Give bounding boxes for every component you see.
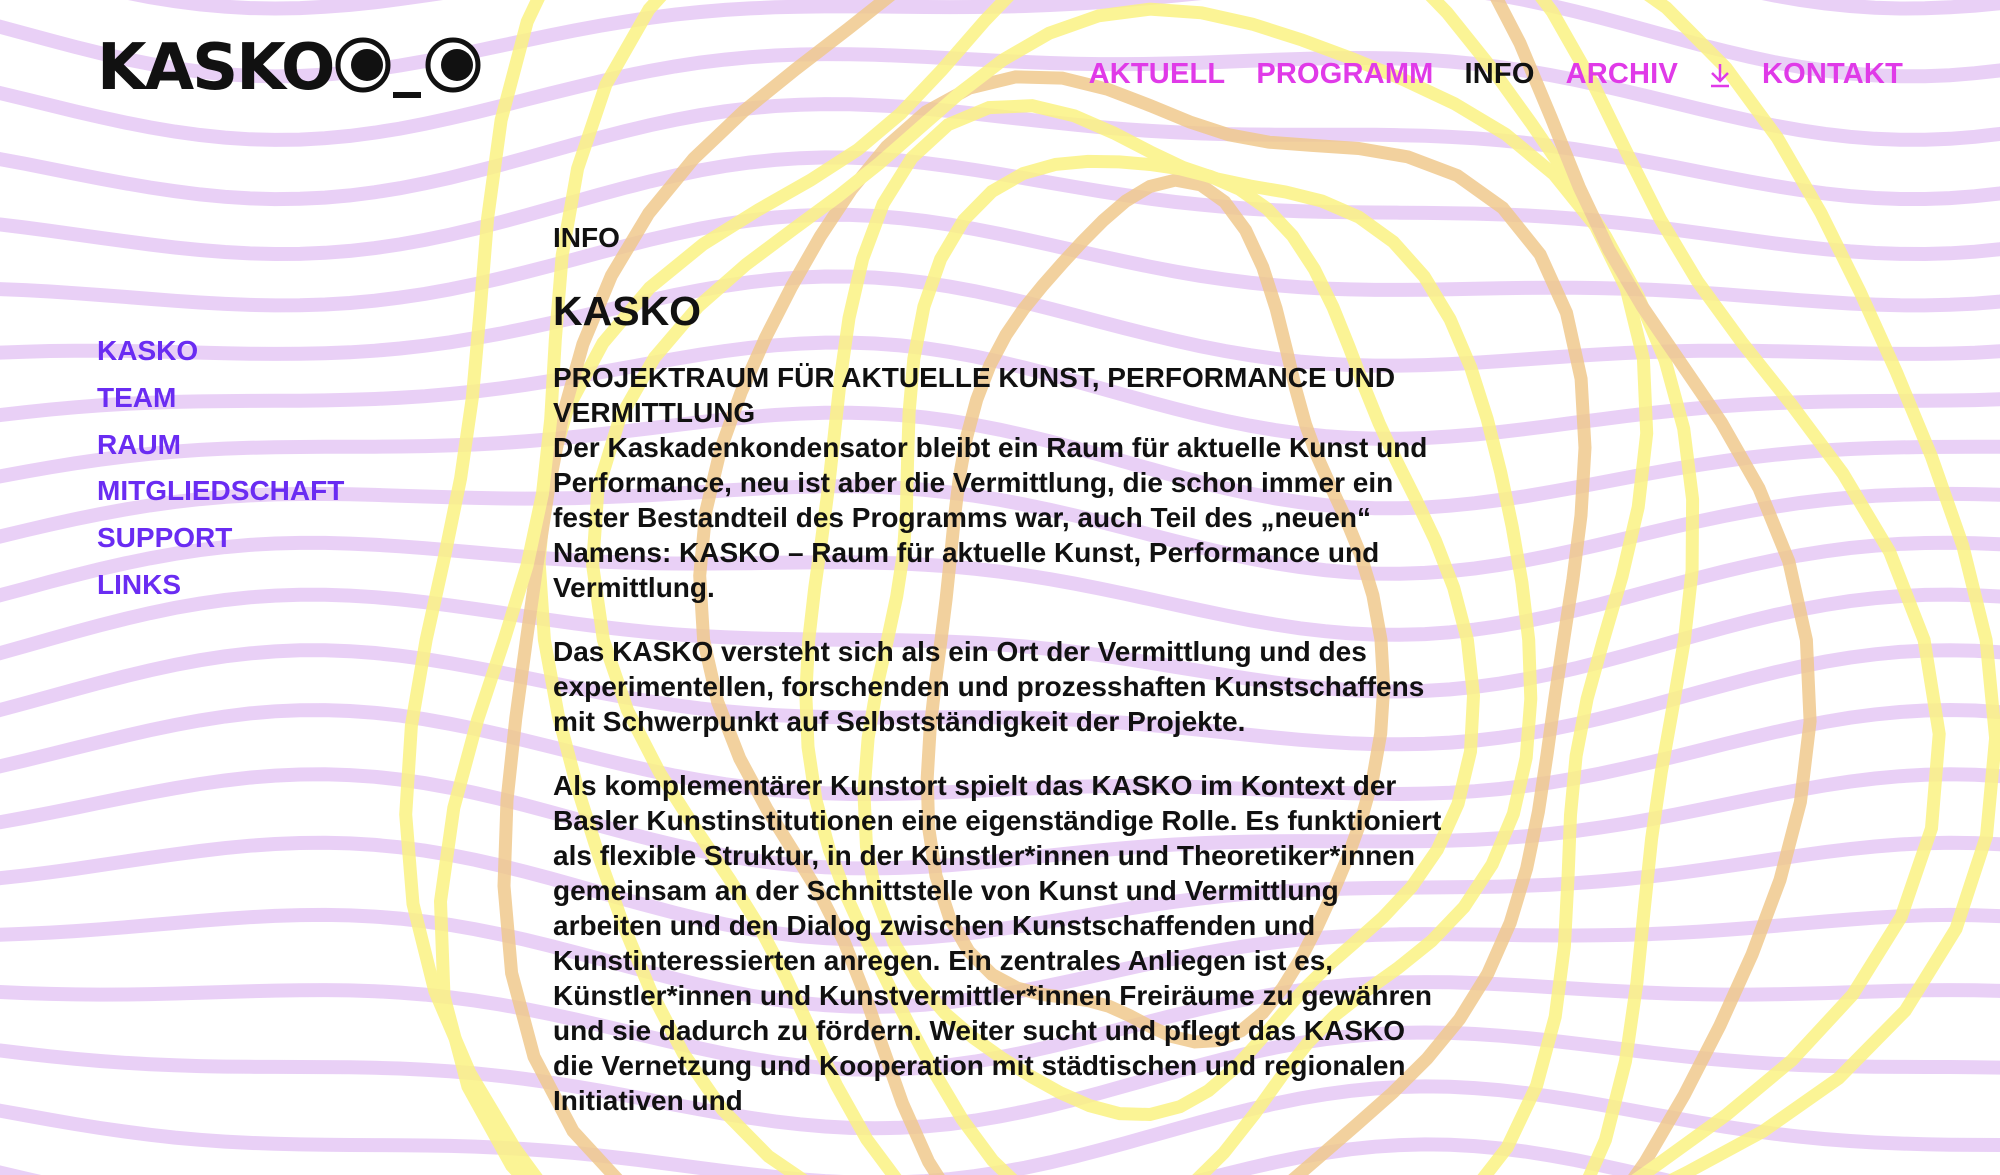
- main-content: [553, 218, 1453, 1147]
- paragraph: Der Kaskadenkondensator bleibt ein Raum für aktuelle Kunst und Performance, neu ist aber die Vermittlung, die schon immer ein fester Bestandteil des Programms war, auch Teil des „neuen“ Namens: KASKO – Raum für aktuelle Kunst, Performance und Vermittlung.: [553, 432, 1428, 603]
- logo-text: KASKO: [97, 31, 334, 105]
- eyes-logo-icon: [333, 37, 483, 99]
- nav-archiv[interactable]: ARCHIV: [1565, 58, 1678, 90]
- sidebar-item-mitgliedschaft[interactable]: MITGLIEDSCHAFT: [97, 475, 345, 507]
- site-logo[interactable]: [97, 31, 483, 105]
- sidebar-item-links[interactable]: LINKS: [97, 568, 181, 600]
- nav-kontakt[interactable]: KONTAKT: [1761, 58, 1903, 90]
- paragraph: Als komplementärer Kunstort spielt das KASKO im Kontext der Basler Kunstinstitutionen eine eigenständige Rolle. Es funktioniert als flexible Struktur, in der Künstler*innen und Theoretiker*innen gemeinsam an der Schnittstelle von Kunst und Vermittlung arbeiten und den Dialog zwischen Kunstschaffenden und Kunstinteressierten anregen. Ein zentrales Anliegen ist es, Künstler*innen und Kunstvermittler*innen Freiräume zu gewähren und sie dadurch zu fördern. Weiter sucht und pflegt das KASKO die Vernetzung und Kooperation mit städtischen und regionalen Initiativen und: [553, 770, 1442, 1116]
- section-label: INFO: [553, 222, 620, 253]
- download-icon[interactable]: [1709, 62, 1731, 88]
- paragraph: Das KASKO versteht sich als ein Ort der Vermittlung und des experimentellen, forschenden und prozesshaften Kunstschaffens mit Schwerpunkt auf Selbstständigkeit der Projekte.: [553, 636, 1425, 737]
- sidebar-item-kasko[interactable]: KASKO: [97, 335, 199, 366]
- sidebar-item-support[interactable]: SUPPORT: [97, 522, 233, 554]
- top-nav: [1058, 58, 1903, 91]
- page-title: KASKO: [553, 288, 702, 334]
- sidebar-item-raum[interactable]: RAUM: [97, 428, 181, 460]
- sidebar-item-team[interactable]: TEAM: [97, 381, 177, 413]
- nav-info[interactable]: INFO: [1464, 58, 1535, 90]
- nav-programm[interactable]: PROGRAMM: [1256, 58, 1434, 90]
- nav-aktuell[interactable]: AKTUELL: [1088, 58, 1226, 90]
- sidebar-nav: [97, 328, 344, 609]
- subtitle: PROJEKTRAUM FÜR AKTUELLE KUNST, PERFORMANCE UND VERMITTLUNG: [553, 362, 1396, 428]
